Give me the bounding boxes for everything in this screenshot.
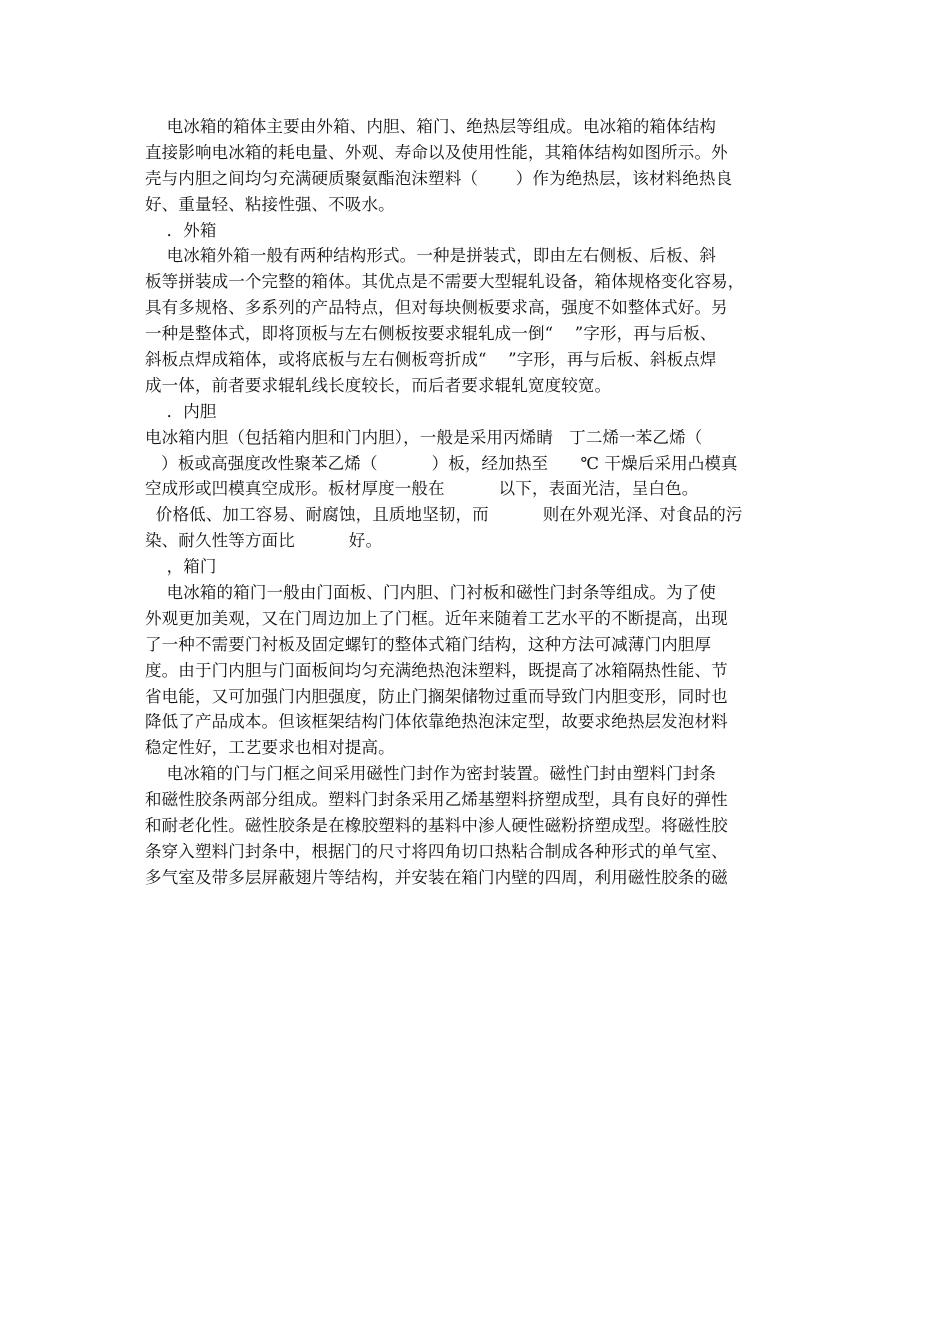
text-line: ）板或高强度改性聚苯乙烯（ ）板，经加热至 ℃ 干燥后采用凸模真 xyxy=(145,453,738,473)
text-line: 具有多规格、多系列的产品特点，但对每块侧板要求高，强度不如整体式好。另 xyxy=(145,298,728,318)
text-line: 条穿入塑料门封条中，根据门的尺寸将四角切口热粘合制成各种形式的单气室、 xyxy=(145,841,728,861)
text-line: 多气室及带多层屏蔽翅片等结构，并安装在箱门内壁的四周，利用磁性胶条的磁 xyxy=(145,867,728,887)
text-line: 电冰箱的箱门一般由门面板、门内胆、门衬板和磁性门封条等组成。为了使 xyxy=(145,583,717,603)
text-line: 好、重量轻、粘接性强、不吸水。 xyxy=(145,194,395,214)
text-line: 稳定性好，工艺要求也相对提高。 xyxy=(145,738,395,758)
text-line: 电冰箱的门与门框之间采用磁性门封作为密封装置。磁性门封由塑料门封条 xyxy=(145,764,717,784)
section-heading-door: ，箱门 xyxy=(145,557,217,577)
text-line: 直接影响电冰箱的耗电量、外观、寿命以及使用性能，其箱体结构如图所示。外 xyxy=(145,142,728,162)
text-line: 空成形或凹模真空成形。板材厚度一般在 以下，表面光洁，呈白色。 xyxy=(145,479,699,499)
text-line: 板等拼装成一个完整的箱体。其优点是不需要大型辊轧设备，箱体规格变化容易， xyxy=(145,272,745,292)
text-line: 染、耐久性等方面比 好。 xyxy=(145,531,383,551)
text-line: 省电能，又可加强门内胆强度，防止门搁架储物过重而导致门内胆变形，同时也 xyxy=(145,686,728,706)
text-line: 电冰箱内胆（包括箱内胆和门内胆），一般是采用丙烯睛 丁二烯一苯乙烯（ xyxy=(145,427,703,447)
text-line: 价格低、加工容易、耐腐蚀，且质地坚韧，而 则在外观光泽、对食品的污 xyxy=(145,505,743,525)
text-line: 成一体，前者要求辊轧线长度较长，而后者要求辊轧宽度较宽。 xyxy=(145,375,612,395)
text-line: 外观更加美观，又在门周边加上了门框。近年来随着工艺水平的不断提高，出现 xyxy=(145,608,728,628)
text-line: 电冰箱的箱体主要由外箱、内胆、箱门、绝热层等组成。电冰箱的箱体结构 xyxy=(145,117,717,136)
text-line: 了一种不需要门衬板及固定螺钉的整体式箱门结构，这种方法可减薄门内胆厚 xyxy=(145,634,712,654)
section-heading-inner-liner: ．内胆 xyxy=(145,401,217,421)
text-line: 电冰箱外箱一般有两种结构形式。一种是拼装式，即由左右侧板、后板、斜 xyxy=(145,246,717,266)
text-line: 斜板点焊成箱体，或将底板与左右侧板弯折成“ ”字形，再与后板、斜板点焊 xyxy=(145,350,717,370)
text-line: 和耐老化性。磁性胶条是在橡胶塑料的基料中渗人硬性磁粉挤塑成型。将磁性胶 xyxy=(145,816,728,836)
text-line: 降低了产品成本。但该框架结构门体依靠绝热泡沫定型，故要求绝热层发泡材料 xyxy=(145,712,728,732)
text-line: 度。由于门内胆与门面板间均匀充满绝热泡沫塑料，既提高了冰箱隔热性能、节 xyxy=(145,660,728,680)
body-text xyxy=(145,114,807,891)
text-line: 壳与内胆之间均匀充满硬质聚氨酯泡沫塑料（ ）作为绝热层，该材料绝热良 xyxy=(145,168,733,188)
text-line: 和磁性胶条两部分组成。塑料门封条采用乙烯基塑料挤塑成型，具有良好的弹性 xyxy=(145,790,728,810)
text-line: 一种是整体式，即将顶板与左右侧板按要求辊轧成一倒“ ”字形，再与后板、 xyxy=(145,324,717,344)
section-heading-outer-box: ．外箱 xyxy=(145,220,217,240)
